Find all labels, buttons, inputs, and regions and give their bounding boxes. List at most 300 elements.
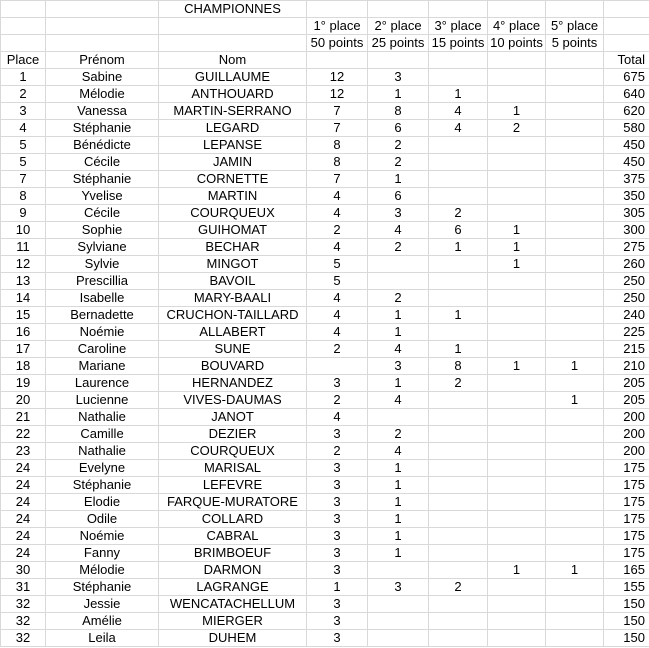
cell-prenom[interactable]: Stéphanie [46, 477, 159, 494]
cell-place-3[interactable] [429, 477, 488, 494]
cell-place-2[interactable] [368, 256, 429, 273]
cell-prenom[interactable]: Fanny [46, 545, 159, 562]
cell-total[interactable]: 205 [604, 392, 649, 409]
cell-place-5[interactable] [546, 545, 604, 562]
cell-nom[interactable]: LEPANSE [159, 137, 307, 154]
cell-nom[interactable]: LEGARD [159, 120, 307, 137]
cell-place-3[interactable] [429, 409, 488, 426]
cell-place-1[interactable]: 4 [307, 188, 368, 205]
cell-total[interactable]: 150 [604, 596, 649, 613]
cell-nom[interactable]: LAGRANGE [159, 579, 307, 596]
cell-place-1[interactable]: 7 [307, 120, 368, 137]
cell-prenom[interactable]: Mariane [46, 358, 159, 375]
cell-total[interactable]: 175 [604, 528, 649, 545]
cell[interactable] [546, 1, 604, 18]
cell-place-2[interactable]: 2 [368, 426, 429, 443]
cell-place-1[interactable]: 3 [307, 375, 368, 392]
cell-total[interactable]: 150 [604, 613, 649, 630]
header-points-4[interactable]: 10 points [488, 35, 546, 52]
cell-place-4[interactable] [488, 392, 546, 409]
cell-place-2[interactable] [368, 409, 429, 426]
cell-prenom[interactable]: Odile [46, 511, 159, 528]
cell-nom[interactable]: LEFEVRE [159, 477, 307, 494]
cell-total[interactable]: 305 [604, 205, 649, 222]
cell-place-5[interactable] [546, 222, 604, 239]
cell-place-1[interactable]: 3 [307, 630, 368, 647]
cell-place-4[interactable] [488, 409, 546, 426]
cell-place-2[interactable]: 3 [368, 69, 429, 86]
cell-place-1[interactable]: 7 [307, 171, 368, 188]
cell-place-5[interactable]: 1 [546, 358, 604, 375]
cell-place-3[interactable]: 4 [429, 120, 488, 137]
cell[interactable] [46, 35, 159, 52]
cell-place[interactable]: 24 [1, 477, 46, 494]
cell-place-3[interactable]: 2 [429, 579, 488, 596]
cell-nom[interactable]: BAVOIL [159, 273, 307, 290]
cell-place-1[interactable]: 1 [307, 579, 368, 596]
cell-place-4[interactable] [488, 579, 546, 596]
cell-place-4[interactable] [488, 341, 546, 358]
cell-place-5[interactable] [546, 188, 604, 205]
cell-total[interactable]: 640 [604, 86, 649, 103]
cell-place-2[interactable]: 4 [368, 341, 429, 358]
cell-total[interactable]: 175 [604, 494, 649, 511]
cell-place[interactable]: 2 [1, 86, 46, 103]
cell-place-3[interactable] [429, 630, 488, 647]
cell-nom[interactable]: FARQUE-MURATORE [159, 494, 307, 511]
cell[interactable] [46, 1, 159, 18]
cell-nom[interactable]: WENCATACHELLUM [159, 596, 307, 613]
column-header-prenom[interactable]: Prénom [46, 52, 159, 69]
cell-place-2[interactable] [368, 596, 429, 613]
cell-nom[interactable]: MINGOT [159, 256, 307, 273]
cell-place-1[interactable]: 3 [307, 511, 368, 528]
cell-place-5[interactable]: 1 [546, 392, 604, 409]
header-points-3[interactable]: 15 points [429, 35, 488, 52]
cell[interactable] [1, 18, 46, 35]
cell-total[interactable]: 200 [604, 443, 649, 460]
cell-place-4[interactable] [488, 290, 546, 307]
cell-place-1[interactable]: 3 [307, 477, 368, 494]
cell-nom[interactable]: SUNE [159, 341, 307, 358]
cell-total[interactable]: 150 [604, 630, 649, 647]
cell-place-4[interactable] [488, 375, 546, 392]
cell-place[interactable]: 32 [1, 596, 46, 613]
cell-place[interactable]: 16 [1, 324, 46, 341]
cell-place-2[interactable]: 1 [368, 545, 429, 562]
cell-prenom[interactable]: Nathalie [46, 443, 159, 460]
cell-prenom[interactable]: Nathalie [46, 409, 159, 426]
cell-place-3[interactable]: 2 [429, 205, 488, 222]
cell-place-3[interactable] [429, 324, 488, 341]
cell-place[interactable]: 9 [1, 205, 46, 222]
cell-place-2[interactable] [368, 562, 429, 579]
cell-place-2[interactable]: 3 [368, 579, 429, 596]
cell-place-3[interactable] [429, 171, 488, 188]
cell-total[interactable]: 175 [604, 460, 649, 477]
cell-prenom[interactable]: Bénédicte [46, 137, 159, 154]
column-header-total[interactable]: Total [604, 52, 649, 69]
cell-place[interactable]: 23 [1, 443, 46, 460]
cell-total[interactable]: 580 [604, 120, 649, 137]
cell-place-1[interactable]: 3 [307, 426, 368, 443]
cell-place[interactable]: 24 [1, 460, 46, 477]
cell-prenom[interactable]: Leila [46, 630, 159, 647]
cell-place-2[interactable]: 1 [368, 511, 429, 528]
cell-place-2[interactable]: 4 [368, 443, 429, 460]
cell-place-5[interactable] [546, 137, 604, 154]
cell-place-3[interactable]: 4 [429, 103, 488, 120]
cell-place-3[interactable]: 2 [429, 375, 488, 392]
cell-place-5[interactable] [546, 307, 604, 324]
cell-place[interactable]: 20 [1, 392, 46, 409]
cell-place-5[interactable] [546, 86, 604, 103]
cell[interactable] [488, 1, 546, 18]
cell-total[interactable]: 200 [604, 409, 649, 426]
cell-nom[interactable]: DARMON [159, 562, 307, 579]
cell-place[interactable]: 30 [1, 562, 46, 579]
cell-nom[interactable]: MARISAL [159, 460, 307, 477]
cell-place-5[interactable] [546, 290, 604, 307]
cell-place-2[interactable]: 1 [368, 460, 429, 477]
cell-place-3[interactable] [429, 494, 488, 511]
cell[interactable] [1, 1, 46, 18]
cell-place-4[interactable] [488, 324, 546, 341]
cell[interactable] [368, 52, 429, 69]
cell-nom[interactable]: ALLABERT [159, 324, 307, 341]
cell-place-5[interactable] [546, 511, 604, 528]
cell-place-3[interactable] [429, 154, 488, 171]
cell[interactable] [368, 1, 429, 18]
cell-nom[interactable]: COURQUEUX [159, 205, 307, 222]
header-place-1[interactable]: 1° place [307, 18, 368, 35]
cell[interactable] [546, 52, 604, 69]
cell-total[interactable]: 210 [604, 358, 649, 375]
cell-place-2[interactable]: 1 [368, 86, 429, 103]
cell-place[interactable]: 5 [1, 137, 46, 154]
cell-nom[interactable]: HERNANDEZ [159, 375, 307, 392]
cell-prenom[interactable]: Bernadette [46, 307, 159, 324]
cell-place-5[interactable] [546, 630, 604, 647]
cell-place-1[interactable]: 3 [307, 613, 368, 630]
cell-place-5[interactable] [546, 375, 604, 392]
cell-nom[interactable]: MARTIN-SERRANO [159, 103, 307, 120]
cell-total[interactable]: 375 [604, 171, 649, 188]
cell-place-2[interactable]: 1 [368, 171, 429, 188]
cell-place-4[interactable] [488, 307, 546, 324]
cell-place-4[interactable]: 1 [488, 239, 546, 256]
cell-place-1[interactable]: 12 [307, 69, 368, 86]
cell-place-4[interactable] [488, 528, 546, 545]
cell-place-1[interactable]: 4 [307, 409, 368, 426]
cell-place-2[interactable]: 1 [368, 375, 429, 392]
cell-place-4[interactable] [488, 273, 546, 290]
cell-place-5[interactable] [546, 171, 604, 188]
cell-place-1[interactable]: 4 [307, 324, 368, 341]
cell-place-4[interactable] [488, 494, 546, 511]
cell-place-4[interactable] [488, 545, 546, 562]
cell-place-4[interactable] [488, 443, 546, 460]
cell-place-2[interactable]: 2 [368, 137, 429, 154]
cell-place-4[interactable]: 1 [488, 562, 546, 579]
cell-place-2[interactable]: 1 [368, 528, 429, 545]
cell-nom[interactable]: MARY-BAALI [159, 290, 307, 307]
cell-place-3[interactable]: 8 [429, 358, 488, 375]
cell[interactable] [429, 52, 488, 69]
cell-total[interactable]: 620 [604, 103, 649, 120]
cell-place[interactable]: 7 [1, 171, 46, 188]
cell-prenom[interactable]: Mélodie [46, 86, 159, 103]
header-place-3[interactable]: 3° place [429, 18, 488, 35]
cell-place-4[interactable] [488, 426, 546, 443]
cell-total[interactable]: 250 [604, 273, 649, 290]
cell-place-3[interactable] [429, 596, 488, 613]
cell-place-5[interactable] [546, 69, 604, 86]
cell[interactable] [159, 18, 307, 35]
cell-place[interactable]: 5 [1, 154, 46, 171]
cell-nom[interactable]: JANOT [159, 409, 307, 426]
cell-place-4[interactable] [488, 205, 546, 222]
cell-place-3[interactable] [429, 392, 488, 409]
cell-place-2[interactable]: 2 [368, 290, 429, 307]
cell-place-4[interactable]: 1 [488, 103, 546, 120]
cell-place-2[interactable]: 1 [368, 307, 429, 324]
cell-place-3[interactable] [429, 273, 488, 290]
cell-place-2[interactable]: 4 [368, 392, 429, 409]
cell-place-2[interactable]: 1 [368, 324, 429, 341]
cell-place-4[interactable] [488, 86, 546, 103]
cell-place-4[interactable]: 2 [488, 120, 546, 137]
cell-place-3[interactable] [429, 443, 488, 460]
cell-prenom[interactable]: Sophie [46, 222, 159, 239]
cell-place-3[interactable]: 1 [429, 239, 488, 256]
cell-place-3[interactable] [429, 460, 488, 477]
cell-place-2[interactable] [368, 613, 429, 630]
cell-prenom[interactable]: Prescillia [46, 273, 159, 290]
cell-nom[interactable]: BECHAR [159, 239, 307, 256]
cell-prenom[interactable]: Sabine [46, 69, 159, 86]
cell-place-1[interactable]: 2 [307, 443, 368, 460]
cell-place-2[interactable]: 1 [368, 477, 429, 494]
cell-place-3[interactable]: 1 [429, 86, 488, 103]
cell-place-5[interactable] [546, 103, 604, 120]
cell-total[interactable]: 300 [604, 222, 649, 239]
cell-nom[interactable]: MARTIN [159, 188, 307, 205]
cell-prenom[interactable]: Noémie [46, 324, 159, 341]
cell-place-5[interactable] [546, 154, 604, 171]
cell-place-1[interactable]: 3 [307, 562, 368, 579]
sheet-title[interactable]: CHAMPIONNES [159, 1, 307, 18]
cell-prenom[interactable]: Stéphanie [46, 171, 159, 188]
cell-place-2[interactable]: 3 [368, 358, 429, 375]
cell-total[interactable]: 350 [604, 188, 649, 205]
cell-place-1[interactable]: 3 [307, 596, 368, 613]
cell-place-5[interactable] [546, 205, 604, 222]
cell-place-1[interactable]: 5 [307, 273, 368, 290]
cell-place-5[interactable] [546, 579, 604, 596]
header-place-5[interactable]: 5° place [546, 18, 604, 35]
cell-place-2[interactable]: 3 [368, 205, 429, 222]
cell-place-3[interactable] [429, 511, 488, 528]
cell-place-5[interactable] [546, 596, 604, 613]
cell-total[interactable]: 215 [604, 341, 649, 358]
cell[interactable] [307, 52, 368, 69]
cell-place[interactable]: 4 [1, 120, 46, 137]
cell-nom[interactable]: MIERGER [159, 613, 307, 630]
cell-place-1[interactable]: 4 [307, 307, 368, 324]
cell-place-1[interactable]: 3 [307, 460, 368, 477]
header-points-2[interactable]: 25 points [368, 35, 429, 52]
column-header-nom[interactable]: Nom [159, 52, 307, 69]
cell-place-3[interactable] [429, 256, 488, 273]
cell-place-4[interactable]: 1 [488, 222, 546, 239]
cell-total[interactable]: 260 [604, 256, 649, 273]
cell-place-3[interactable] [429, 188, 488, 205]
cell-place-5[interactable] [546, 239, 604, 256]
cell-place-3[interactable]: 1 [429, 341, 488, 358]
cell-place-1[interactable]: 3 [307, 545, 368, 562]
cell-place-1[interactable]: 3 [307, 494, 368, 511]
cell-nom[interactable]: DUHEM [159, 630, 307, 647]
cell-prenom[interactable]: Noémie [46, 528, 159, 545]
header-points-1[interactable]: 50 points [307, 35, 368, 52]
cell-total[interactable]: 175 [604, 545, 649, 562]
cell-place-1[interactable]: 5 [307, 256, 368, 273]
cell-place-5[interactable] [546, 477, 604, 494]
cell-nom[interactable]: ANTHOUARD [159, 86, 307, 103]
cell-total[interactable]: 450 [604, 137, 649, 154]
cell-place[interactable]: 31 [1, 579, 46, 596]
cell-prenom[interactable]: Sylvie [46, 256, 159, 273]
cell-prenom[interactable]: Elodie [46, 494, 159, 511]
cell-place-1[interactable]: 8 [307, 137, 368, 154]
cell[interactable] [604, 18, 649, 35]
cell[interactable] [307, 1, 368, 18]
cell-place[interactable]: 3 [1, 103, 46, 120]
cell-place[interactable]: 17 [1, 341, 46, 358]
cell-place[interactable]: 14 [1, 290, 46, 307]
cell-place-3[interactable] [429, 562, 488, 579]
cell-place[interactable]: 13 [1, 273, 46, 290]
cell-place-5[interactable] [546, 273, 604, 290]
cell-place-3[interactable]: 6 [429, 222, 488, 239]
cell-place[interactable]: 24 [1, 494, 46, 511]
cell-place-3[interactable] [429, 426, 488, 443]
cell-place-1[interactable]: 12 [307, 86, 368, 103]
cell-total[interactable]: 240 [604, 307, 649, 324]
cell-place-4[interactable] [488, 154, 546, 171]
cell-nom[interactable]: COLLARD [159, 511, 307, 528]
cell-total[interactable]: 175 [604, 511, 649, 528]
cell-place[interactable]: 19 [1, 375, 46, 392]
cell-place-1[interactable]: 3 [307, 528, 368, 545]
cell-place-4[interactable] [488, 511, 546, 528]
cell-place-5[interactable]: 1 [546, 562, 604, 579]
cell-place-2[interactable]: 4 [368, 222, 429, 239]
cell-total[interactable]: 155 [604, 579, 649, 596]
cell[interactable] [604, 35, 649, 52]
cell-place[interactable]: 32 [1, 613, 46, 630]
cell-total[interactable]: 175 [604, 477, 649, 494]
cell-place-2[interactable]: 6 [368, 120, 429, 137]
cell-place-1[interactable]: 2 [307, 392, 368, 409]
cell-total[interactable]: 275 [604, 239, 649, 256]
cell-prenom[interactable]: Amélie [46, 613, 159, 630]
cell-nom[interactable]: GUILLAUME [159, 69, 307, 86]
cell-place[interactable]: 10 [1, 222, 46, 239]
cell-place-1[interactable]: 2 [307, 222, 368, 239]
cell-prenom[interactable]: Camille [46, 426, 159, 443]
cell-place-1[interactable]: 4 [307, 205, 368, 222]
cell-place-3[interactable] [429, 290, 488, 307]
cell-total[interactable]: 205 [604, 375, 649, 392]
cell-nom[interactable]: COURQUEUX [159, 443, 307, 460]
cell-place-5[interactable] [546, 494, 604, 511]
cell-place-4[interactable]: 1 [488, 256, 546, 273]
cell-place-2[interactable]: 2 [368, 154, 429, 171]
cell-nom[interactable]: CRUCHON-TAILLARD [159, 307, 307, 324]
cell-place[interactable]: 22 [1, 426, 46, 443]
cell-place-4[interactable] [488, 188, 546, 205]
cell-place-1[interactable]: 7 [307, 103, 368, 120]
cell-place-2[interactable]: 1 [368, 494, 429, 511]
cell-place[interactable]: 1 [1, 69, 46, 86]
cell-place-4[interactable]: 1 [488, 358, 546, 375]
cell[interactable] [159, 35, 307, 52]
cell-prenom[interactable]: Yvelise [46, 188, 159, 205]
cell-place-1[interactable]: 2 [307, 341, 368, 358]
cell-prenom[interactable]: Vanessa [46, 103, 159, 120]
cell-place-5[interactable] [546, 341, 604, 358]
cell-place-4[interactable] [488, 460, 546, 477]
cell-nom[interactable]: VIVES-DAUMAS [159, 392, 307, 409]
cell-nom[interactable]: DEZIER [159, 426, 307, 443]
cell-place-3[interactable]: 1 [429, 307, 488, 324]
cell-place-1[interactable]: 4 [307, 290, 368, 307]
cell-place-2[interactable]: 6 [368, 188, 429, 205]
cell-place-3[interactable] [429, 137, 488, 154]
cell-place-4[interactable] [488, 171, 546, 188]
cell-place-1[interactable]: 8 [307, 154, 368, 171]
cell-place[interactable]: 12 [1, 256, 46, 273]
cell-prenom[interactable]: Laurence [46, 375, 159, 392]
header-points-5[interactable]: 5 points [546, 35, 604, 52]
cell-nom[interactable]: CORNETTE [159, 171, 307, 188]
column-header-place[interactable]: Place [1, 52, 46, 69]
cell-prenom[interactable]: Cécile [46, 154, 159, 171]
cell-total[interactable]: 225 [604, 324, 649, 341]
cell-nom[interactable]: JAMIN [159, 154, 307, 171]
cell-place-5[interactable] [546, 528, 604, 545]
cell[interactable] [488, 52, 546, 69]
cell-place-2[interactable]: 8 [368, 103, 429, 120]
cell-prenom[interactable]: Jessie [46, 596, 159, 613]
cell-place-4[interactable] [488, 137, 546, 154]
header-place-2[interactable]: 2° place [368, 18, 429, 35]
cell-place-5[interactable] [546, 409, 604, 426]
cell-place-4[interactable] [488, 630, 546, 647]
cell-place[interactable]: 8 [1, 188, 46, 205]
cell-place-5[interactable] [546, 613, 604, 630]
cell-prenom[interactable]: Caroline [46, 341, 159, 358]
cell-place-5[interactable] [546, 256, 604, 273]
cell-place-1[interactable] [307, 358, 368, 375]
cell-place[interactable]: 21 [1, 409, 46, 426]
cell-prenom[interactable]: Lucienne [46, 392, 159, 409]
cell-place[interactable]: 11 [1, 239, 46, 256]
cell-total[interactable]: 200 [604, 426, 649, 443]
cell-place-4[interactable] [488, 69, 546, 86]
